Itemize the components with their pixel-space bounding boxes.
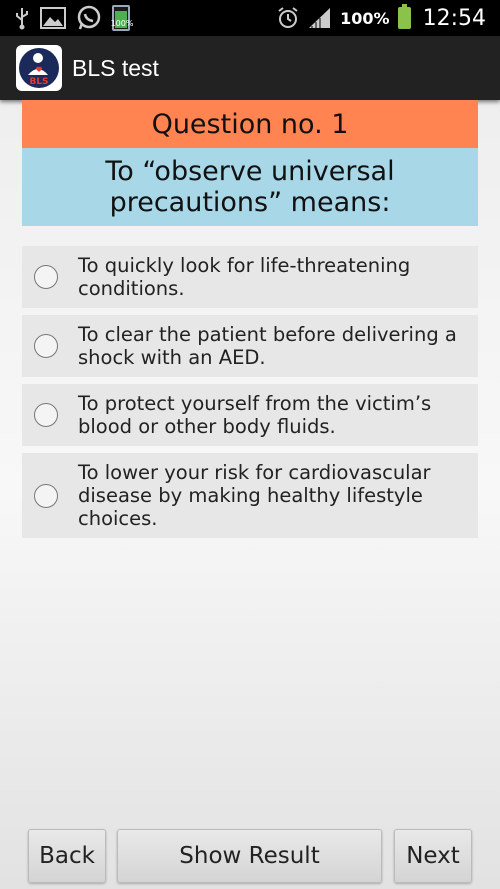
battery-small-label: 100%: [110, 19, 134, 28]
app-logo-icon[interactable]: [16, 45, 62, 91]
answer-label: To clear the patient before delivering a shock with an AED.: [78, 323, 457, 369]
back-button[interactable]: Back: [28, 829, 106, 883]
answer-option-2[interactable]: [22, 315, 478, 377]
show-result-button[interactable]: Show Result: [117, 829, 382, 883]
answer-label: To protect yourself from the victim’s blood or other body fluids.: [78, 392, 432, 438]
alarm-icon: [276, 6, 300, 30]
radio-button[interactable]: [34, 265, 58, 289]
radio-button[interactable]: [34, 403, 58, 427]
next-button[interactable]: Next: [394, 829, 472, 883]
signal-icon: [308, 7, 332, 29]
answer-option-1[interactable]: [22, 246, 478, 308]
battery-icon: [110, 5, 134, 31]
question-text: To “observe universal precautions” means:: [22, 148, 478, 226]
usb-icon: [14, 6, 30, 30]
answer-label: To quickly look for life-threatening conditions.: [78, 254, 411, 300]
image-icon: [40, 7, 66, 29]
battery-percent: 100%: [340, 8, 390, 28]
question-number-header: Question no. 1: [22, 100, 478, 148]
status-bar: [0, 0, 500, 36]
radio-button[interactable]: [34, 484, 58, 508]
answer-option-3[interactable]: [22, 384, 478, 446]
answer-option-4[interactable]: [22, 453, 478, 538]
battery-icon: [398, 7, 411, 29]
clock-time: 12:54: [422, 5, 486, 31]
answer-options: [22, 246, 478, 545]
app-title: BLS test: [72, 54, 159, 81]
radio-button[interactable]: [34, 334, 58, 358]
logo-text: BLS: [29, 77, 49, 87]
answer-label: To lower your risk for cardiovascular disease by making healthy lifestyle choices.: [78, 461, 431, 530]
action-bar: [0, 36, 500, 100]
whatsapp-icon: [76, 5, 102, 31]
